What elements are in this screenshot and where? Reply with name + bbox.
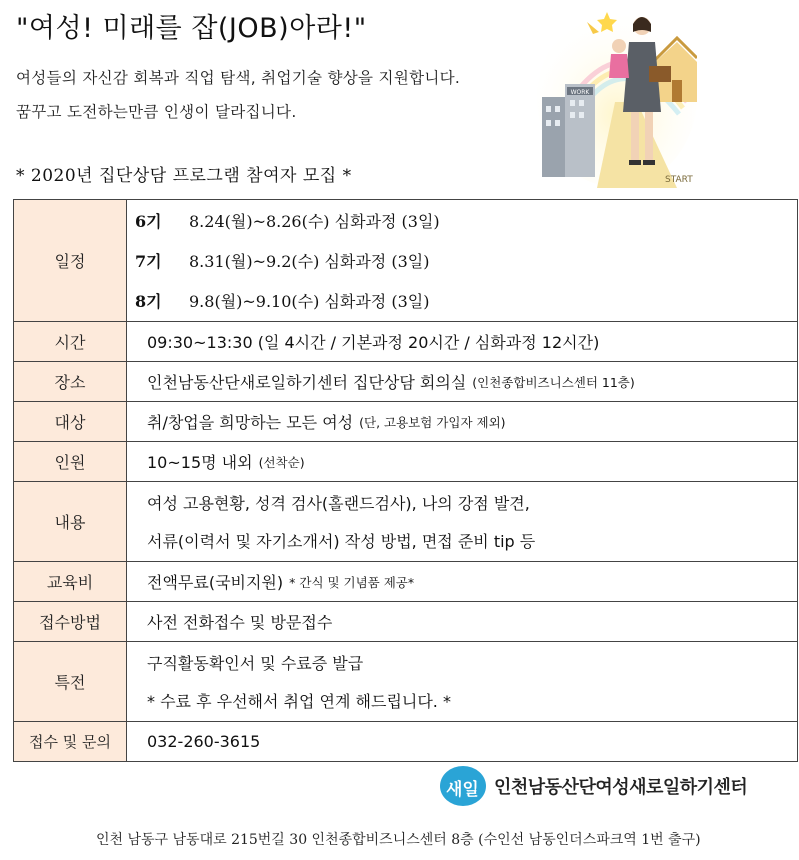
- schedule-row: [14, 200, 798, 322]
- center-name: 인천남동산단여성새로일하기센터: [494, 777, 748, 798]
- apply-row: [14, 602, 798, 642]
- intro-line-1: 여성들의 자신감 회복과 직업 탐색, 취업기술 향상을 지원합니다.: [16, 69, 461, 87]
- time-row: [14, 322, 798, 362]
- schedule-item: 8기 9.8(월)~9.10(수) 심화과정 (3일): [135, 292, 430, 311]
- fee-note: * 간식 및 기념품 제공*: [289, 574, 415, 590]
- target-row: [14, 402, 798, 442]
- capacity-note: (선착순): [258, 454, 305, 470]
- contact-phone: 032-260-3615: [127, 722, 798, 762]
- capacity-row: [14, 442, 798, 482]
- time-label: 시간: [14, 322, 127, 362]
- benefit-label: 특전: [14, 642, 127, 722]
- fee-label: 교육비: [14, 562, 127, 602]
- fee-value: 전액무료(국비지원): [147, 573, 284, 592]
- capacity-value: 10~15명 내외: [147, 453, 253, 472]
- content-line-2: 서류(이력서 및 자기소개서) 작성 방법, 면접 준비 tip 등: [147, 532, 536, 551]
- apply-value: 사전 전화접수 및 방문접수: [127, 602, 798, 642]
- place-note: (인천종합비즈니스센터 11층): [472, 374, 635, 390]
- target-note: (단, 고용보험 가입자 제외): [359, 414, 506, 430]
- center-address: 인천 남동구 남동대로 215번길 30 인천종합비즈니스센터 8층 (수인선 남동인더스파크역 1번 출구): [96, 832, 701, 848]
- poster-title: "여성! 미래를 잡(JOB)아라!": [16, 13, 367, 44]
- schedule-value: [127, 200, 798, 322]
- schedule-item: 7기 8.31(월)~9.2(수) 심화과정 (3일): [135, 252, 430, 271]
- time-value: 09:30~13:30 (일 4시간 / 기본과정 20시간 / 심화과정 12시간): [127, 322, 798, 362]
- saeil-logo-mark: 새일: [440, 766, 486, 806]
- fee-row: [14, 562, 798, 602]
- recruitment-heading: * 2020년 집단상담 프로그램 참여자 모집 *: [16, 166, 352, 186]
- road-start-label: START: [665, 175, 693, 185]
- program-info-table: [13, 199, 798, 762]
- benefit-row: [14, 642, 798, 722]
- center-logo: [440, 766, 747, 806]
- schedule-label: 일정: [14, 200, 127, 322]
- intro-line-2: 꿈꾸고 도전하는만큼 인생이 달라집니다.: [16, 103, 297, 121]
- building-sign: WORK: [570, 89, 590, 96]
- contact-row: [14, 722, 798, 762]
- contact-label: 접수 및 문의: [14, 722, 127, 762]
- apply-label: 접수방법: [14, 602, 127, 642]
- capacity-label: 인원: [14, 442, 127, 482]
- target-value: 취/창업을 희망하는 모든 여성: [147, 413, 354, 432]
- schedule-item: 6기 8.24(월)~8.26(수) 심화과정 (3일): [135, 212, 440, 231]
- content-row: [14, 482, 798, 562]
- place-label: 장소: [14, 362, 127, 402]
- target-label: 대상: [14, 402, 127, 442]
- place-value: 인천남동산단새로일하기센터 집단상담 회의실: [147, 373, 467, 392]
- content-label: 내용: [14, 482, 127, 562]
- benefit-line-2: * 수료 후 우선해서 취업 연계 해드립니다. *: [147, 692, 451, 711]
- content-line-1: 여성 고용현황, 성격 검사(홀랜드검사), 나의 강점 발견,: [147, 494, 530, 513]
- career-woman-illustration: [537, 2, 697, 188]
- benefit-line-1: 구직활동확인서 및 수료증 발급: [147, 654, 364, 673]
- place-row: [14, 362, 798, 402]
